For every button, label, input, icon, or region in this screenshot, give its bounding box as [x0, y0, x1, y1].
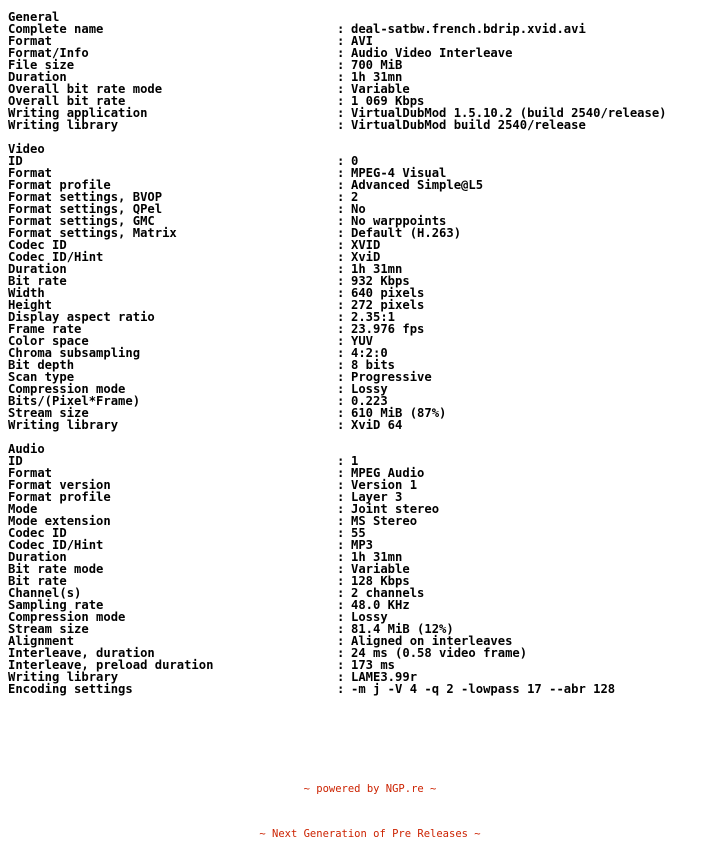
section-heading-audio: Audio	[8, 442, 45, 456]
info-key: Chroma subsampling	[8, 346, 141, 360]
info-separator: :	[337, 202, 345, 216]
info-value: 610 MiB (87%)	[351, 406, 447, 420]
info-separator: :	[337, 502, 345, 516]
info-separator: :	[337, 382, 345, 396]
info-separator: :	[337, 322, 345, 336]
info-key: Writing library	[8, 670, 119, 684]
info-key: Duration	[8, 70, 67, 84]
info-separator: :	[337, 298, 345, 312]
info-key: Writing application	[8, 106, 148, 120]
info-key: Bit rate	[8, 574, 67, 588]
info-value: 2.35:1	[351, 310, 396, 324]
info-value: Joint stereo	[351, 502, 440, 516]
info-value: 1	[351, 454, 359, 468]
info-key: Format settings, GMC	[8, 214, 155, 228]
info-key: Format version	[8, 478, 111, 492]
info-separator: :	[337, 334, 345, 348]
info-key: Writing library	[8, 118, 119, 132]
info-key: Codec ID	[8, 238, 67, 252]
info-key: Bit rate mode	[8, 562, 104, 576]
info-key: Stream size	[8, 406, 89, 420]
info-separator: :	[337, 310, 345, 324]
info-key: Channel(s)	[8, 586, 82, 600]
info-key: File size	[8, 58, 75, 72]
info-value: 700 MiB	[351, 58, 403, 72]
info-value: Progressive	[351, 370, 432, 384]
info-separator: :	[337, 526, 345, 540]
info-separator: :	[337, 682, 345, 696]
info-value: 0	[351, 154, 359, 168]
info-value: Variable	[351, 562, 410, 576]
info-key: Format settings, QPel	[8, 202, 163, 216]
footer	[0, 752, 704, 857]
info-separator: :	[337, 574, 345, 588]
info-key: Format	[8, 34, 53, 48]
info-key: Format profile	[8, 490, 111, 504]
mediainfo-report	[8, 11, 698, 695]
info-separator: :	[337, 358, 345, 372]
info-separator: :	[337, 238, 345, 252]
info-separator: :	[337, 478, 345, 492]
info-key: Height	[8, 298, 53, 312]
info-key: Format	[8, 166, 53, 180]
info-key: Codec ID	[8, 526, 67, 540]
info-key: Compression mode	[8, 610, 126, 624]
info-key: Interleave, preload duration	[8, 658, 214, 672]
info-key: Mode extension	[8, 514, 111, 528]
info-key: Overall bit rate	[8, 94, 126, 108]
info-row	[8, 683, 698, 695]
info-key: Stream size	[8, 622, 89, 636]
info-key: Complete name	[8, 22, 104, 36]
info-value: 8 bits	[351, 358, 396, 372]
info-value: 55	[351, 526, 366, 540]
info-separator: :	[337, 622, 345, 636]
info-separator: :	[337, 562, 345, 576]
info-key: Interleave, duration	[8, 646, 155, 660]
info-separator: :	[337, 22, 345, 36]
info-separator: :	[337, 178, 345, 192]
info-separator: :	[337, 634, 345, 648]
info-value: 2 channels	[351, 586, 425, 600]
footer-tagline: ~ Next Generation of Pre Releases ~	[259, 828, 481, 840]
info-separator: :	[337, 262, 345, 276]
info-key: Bit rate	[8, 274, 67, 288]
info-value: 0.223	[351, 394, 388, 408]
info-separator: :	[337, 274, 345, 288]
info-value: 2	[351, 190, 359, 204]
info-key: Overall bit rate mode	[8, 82, 163, 96]
info-separator: :	[337, 70, 345, 84]
info-key: Format/Info	[8, 46, 89, 60]
info-value: MS Stereo	[351, 514, 418, 528]
info-value: MPEG-4 Visual	[351, 166, 447, 180]
info-value: VirtualDubMod 1.5.10.2 (build 2540/release)	[351, 106, 667, 120]
info-value: XviD 64	[351, 418, 403, 432]
info-key: Duration	[8, 262, 67, 276]
info-separator: :	[337, 454, 345, 468]
info-separator: :	[337, 418, 345, 432]
info-key: Mode	[8, 502, 38, 516]
info-separator: :	[337, 166, 345, 180]
info-key: Format settings, BVOP	[8, 190, 163, 204]
info-separator: :	[337, 214, 345, 228]
info-value: 81.4 MiB (12%)	[351, 622, 454, 636]
info-separator: :	[337, 226, 345, 240]
info-value: 272 pixels	[351, 298, 425, 312]
info-separator: :	[337, 34, 345, 48]
info-separator: :	[337, 658, 345, 672]
info-key: Frame rate	[8, 322, 82, 336]
info-value: Lossy	[351, 610, 388, 624]
info-separator: :	[337, 670, 345, 684]
info-value: XviD	[351, 250, 381, 264]
info-separator: :	[337, 514, 345, 528]
info-value: Audio Video Interleave	[351, 46, 513, 60]
info-key: ID	[8, 154, 23, 168]
info-value: No	[351, 202, 366, 216]
info-key: Bits/(Pixel*Frame)	[8, 394, 141, 408]
info-value: Aligned on interleaves	[351, 634, 513, 648]
info-value: 128 Kbps	[351, 574, 410, 588]
info-key: Format profile	[8, 178, 111, 192]
info-value: Default (H.263)	[351, 226, 462, 240]
section-spacer	[8, 431, 698, 443]
info-value: 932 Kbps	[351, 274, 410, 288]
info-separator: :	[337, 346, 345, 360]
info-value: YUV	[351, 334, 374, 348]
info-value: -m j -V 4 -q 2 -lowpass 17 --abr 128	[351, 682, 616, 696]
info-separator: :	[337, 538, 345, 552]
info-row	[8, 419, 698, 431]
info-value: MP3	[351, 538, 374, 552]
info-separator: :	[337, 46, 345, 60]
info-key: Bit depth	[8, 358, 75, 372]
info-key: Encoding settings	[8, 682, 133, 696]
info-value: Variable	[351, 82, 410, 96]
info-key: Color space	[8, 334, 89, 348]
info-value: VirtualDubMod build 2540/release	[351, 118, 586, 132]
info-separator: :	[337, 154, 345, 168]
info-separator: :	[337, 58, 345, 72]
section-spacer	[8, 131, 698, 143]
info-separator: :	[337, 406, 345, 420]
info-key: Scan type	[8, 370, 75, 384]
section-heading-general: General	[8, 10, 60, 24]
info-separator: :	[337, 586, 345, 600]
info-separator: :	[337, 190, 345, 204]
info-key: Format settings, Matrix	[8, 226, 177, 240]
info-separator: :	[337, 286, 345, 300]
info-separator: :	[337, 646, 345, 660]
info-value: 640 pixels	[351, 286, 425, 300]
info-separator: :	[337, 370, 345, 384]
info-key: Display aspect ratio	[8, 310, 155, 324]
info-value: LAME3.99r	[351, 670, 418, 684]
info-value: 1h 31mn	[351, 70, 403, 84]
info-value: 48.0 KHz	[351, 598, 410, 612]
info-value: 1h 31mn	[351, 550, 403, 564]
info-row	[8, 119, 698, 131]
info-separator: :	[337, 394, 345, 408]
info-key: Codec ID/Hint	[8, 538, 104, 552]
info-separator: :	[337, 598, 345, 612]
info-key: Sampling rate	[8, 598, 104, 612]
info-value: MPEG Audio	[351, 466, 425, 480]
info-key: Duration	[8, 550, 67, 564]
info-value: 4:2:0	[351, 346, 388, 360]
info-value: Version 1	[351, 478, 418, 492]
info-separator: :	[337, 94, 345, 108]
info-key: ID	[8, 454, 23, 468]
info-key: Width	[8, 286, 45, 300]
info-value: 24 ms (0.58 video frame)	[351, 646, 528, 660]
info-key: Compression mode	[8, 382, 126, 396]
info-key: Writing library	[8, 418, 119, 432]
info-value: deal-satbw.french.bdrip.xvid.avi	[351, 22, 586, 36]
section-heading-video: Video	[8, 142, 45, 156]
info-separator: :	[337, 250, 345, 264]
info-separator: :	[337, 106, 345, 120]
info-value: Lossy	[351, 382, 388, 396]
info-separator: :	[337, 466, 345, 480]
info-value: 1h 31mn	[351, 262, 403, 276]
info-separator: :	[337, 610, 345, 624]
info-separator: :	[337, 82, 345, 96]
info-value: Layer 3	[351, 490, 403, 504]
footer-powered-by: ~ powered by NGP.re ~	[303, 783, 437, 795]
info-value: Advanced Simple@L5	[351, 178, 484, 192]
info-separator: :	[337, 490, 345, 504]
info-key: Format	[8, 466, 53, 480]
info-value: AVI	[351, 34, 374, 48]
info-value: 1 069 Kbps	[351, 94, 425, 108]
info-value: No warppoints	[351, 214, 447, 228]
info-value: XVID	[351, 238, 381, 252]
info-separator: :	[337, 550, 345, 564]
info-key: Alignment	[8, 634, 75, 648]
info-value: 23.976 fps	[351, 322, 425, 336]
info-key: Codec ID/Hint	[8, 250, 104, 264]
info-value: 173 ms	[351, 658, 396, 672]
info-separator: :	[337, 118, 345, 132]
